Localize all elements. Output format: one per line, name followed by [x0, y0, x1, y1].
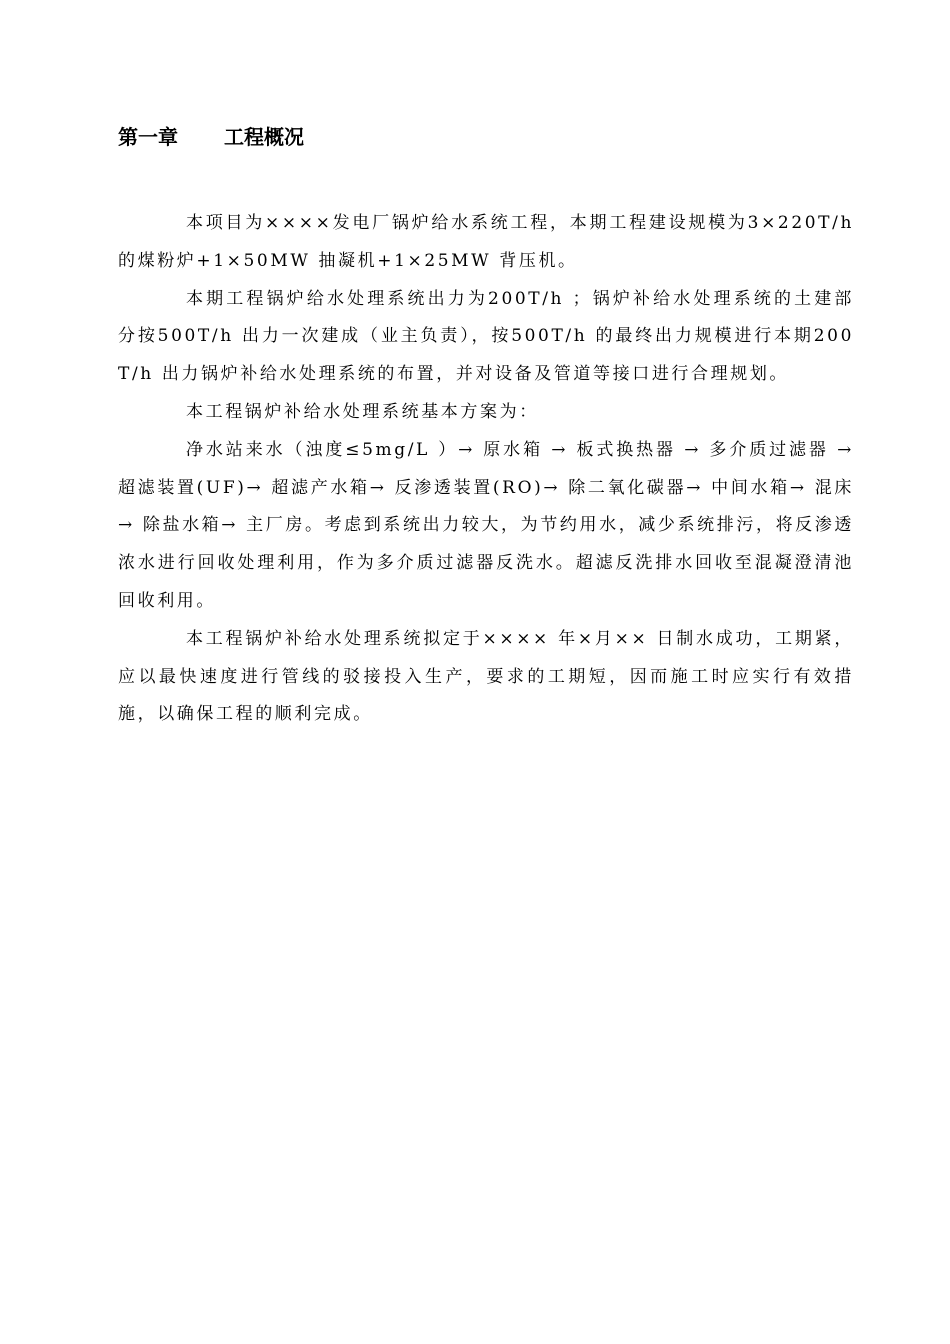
paragraph-scheme-intro: 本工程锅炉补给水处理系统基本方案为：	[186, 401, 539, 422]
body-text	[118, 205, 854, 734]
chapter-title: 工程概况	[224, 125, 304, 149]
paragraph-system-capacity: 本期工程锅炉给水处理系统出力为200T/h ；锅炉补给水处理系统的土建部分按500T/h 出力一次建成（业主负责），按500T/h 的最终出力规模进行本期200T/h 出力锅炉补给水处理系统的布置，并对设备及管道等接口进行合理规划。	[118, 288, 854, 385]
paragraph-process-flow: 净水站来水（浊度≤5mg/L ）→ 原水箱 → 板式换热器 → 多介质过滤器 → 超滤装置(UF)→ 超滤产水箱→ 反渗透装置(RO)→ 除二氧化碳器→ 中间水箱→ 混床→ 除盐水箱→ 主厂房。考虑到系统出力较大，为节约用水，减少系统排污，将反渗透浓水进行回收处理利用，作为多介质过滤器反洗水。超滤反洗排水回收至混凝澄清池回收利用。	[118, 439, 854, 611]
paragraph-schedule: 本工程锅炉补给水处理系统拟定于×××× 年×月×× 日制水成功，工期紧，应以最快速度进行管线的驳接投入生产，要求的工期短，因而施工时应实行有效措施，以确保工程的顺利完成。	[118, 628, 854, 725]
chapter-number: 第一章	[118, 125, 178, 149]
chapter-heading	[118, 120, 304, 154]
paragraph-project-scope: 本项目为××××发电厂锅炉给水系统工程，本期工程建设规模为3×220T/h 的煤粉炉+1×50MW 抽凝机+1×25MW 背压机。	[118, 213, 854, 271]
